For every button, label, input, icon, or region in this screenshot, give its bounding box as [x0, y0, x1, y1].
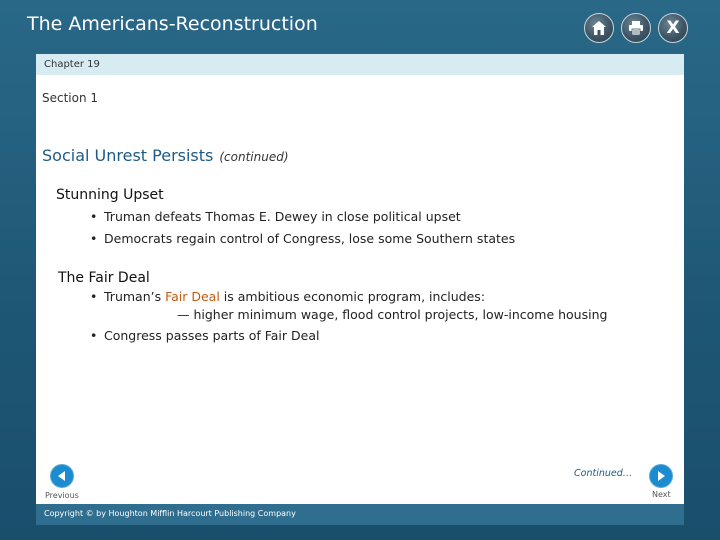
next-label: Next	[652, 490, 671, 499]
sub-item: — higher minimum wage, flood control projects, low-income housing	[177, 307, 608, 322]
close-icon: X	[666, 17, 680, 38]
chapter-bar	[36, 54, 684, 75]
fair-deal-highlight: Fair Deal	[165, 289, 220, 304]
close-button[interactable]	[658, 13, 688, 43]
bullet-dot: •	[90, 231, 98, 246]
copyright-text: Copyright © by Houghton Mifflin Harcourt Publishing Company	[44, 509, 296, 518]
app-title: The Americans-Reconstruction	[27, 13, 318, 35]
topic-heading-stunning-upset: Stunning Upset	[56, 187, 164, 203]
bullet-item: • Congress passes parts of Fair Deal	[90, 328, 320, 343]
home-icon	[591, 20, 607, 36]
bullet-dot: •	[90, 328, 98, 343]
bullet-dot: •	[90, 289, 98, 304]
print-icon	[628, 20, 644, 36]
home-button[interactable]	[584, 13, 614, 43]
continued-suffix: (continued)	[219, 150, 289, 164]
next-button[interactable]	[649, 464, 673, 488]
slide-content	[36, 54, 684, 504]
arrow-left-icon	[56, 467, 68, 486]
bullet-item: • Truman defeats Thomas E. Dewey in close political upset	[90, 209, 461, 224]
previous-label: Previous	[45, 491, 79, 500]
section-label: Section 1	[42, 91, 99, 105]
slide-title-text: Social Unrest Persists	[42, 146, 214, 165]
bullet-item: • Democrats regain control of Congress, lose some Southern states	[90, 231, 516, 246]
footer-bar	[36, 504, 684, 525]
bullet-item: • Truman’s Fair Deal is ambitious economic program, includes:	[90, 289, 486, 304]
bullet-dot: •	[90, 209, 98, 224]
previous-button[interactable]	[50, 464, 74, 488]
slide-title	[42, 146, 289, 165]
continued-label: Continued…	[574, 468, 633, 479]
print-button[interactable]	[621, 13, 651, 43]
topic-heading-fair-deal: The Fair Deal	[58, 270, 150, 286]
chapter-label: Chapter 19	[44, 59, 100, 70]
arrow-right-icon	[655, 467, 667, 486]
